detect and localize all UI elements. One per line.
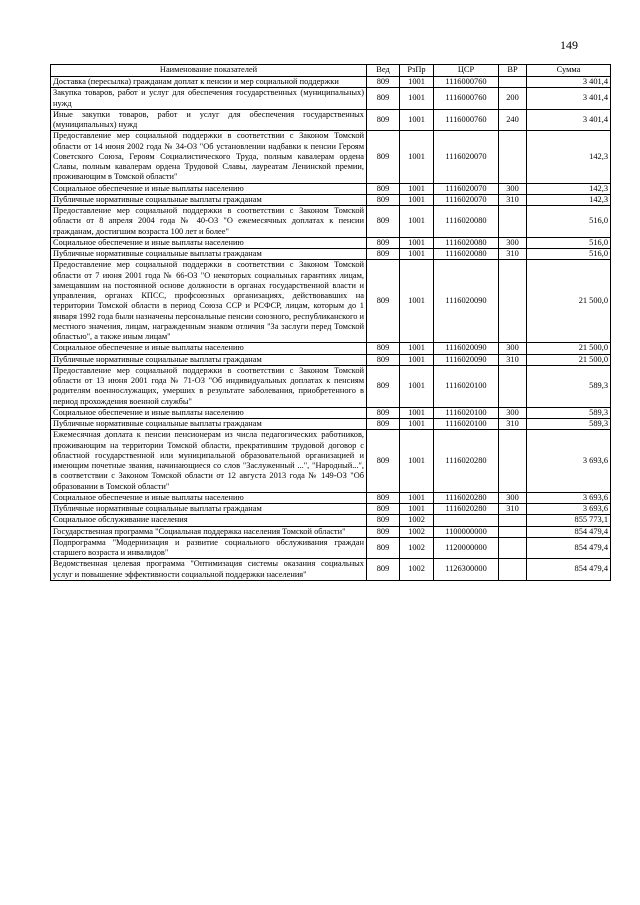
cell-sum: 589,3 (527, 407, 611, 418)
table-row (51, 419, 611, 430)
cell-name: Социальное обеспечение и иные выплаты населению (51, 343, 367, 354)
cell-csr: 1116020100 (434, 419, 499, 430)
cell-ved: 809 (367, 492, 400, 503)
table-row (51, 109, 611, 131)
cell-vr (499, 365, 527, 407)
cell-ved: 809 (367, 515, 400, 526)
cell-vr (499, 77, 527, 88)
cell-sum: 142,3 (527, 183, 611, 194)
cell-sum: 21 500,0 (527, 260, 611, 343)
cell-rzpr: 1001 (400, 419, 434, 430)
cell-rzpr: 1002 (400, 559, 434, 581)
cell-ved: 809 (367, 183, 400, 194)
cell-ved: 809 (367, 504, 400, 515)
cell-vr (499, 206, 527, 238)
cell-name: Предоставление мер социальной поддержки в соответствии с Законом Томской области от 13 июня 2001 года № 71-ОЗ "Об индивидуальных доплатах к пенсиям родителям военнослужащих, умерших в результате заболевания, приобретенного в период прохождения военной службы" (51, 365, 367, 407)
table-row (51, 492, 611, 503)
cell-name: Публичные нормативные социальные выплаты гражданам (51, 194, 367, 205)
budget-table (50, 64, 611, 581)
cell-csr: 1116020280 (434, 504, 499, 515)
table-row (51, 559, 611, 581)
header-ved: Вед (367, 65, 400, 77)
cell-ved: 809 (367, 131, 400, 183)
table-row (51, 504, 611, 515)
cell-csr: 1120000000 (434, 537, 499, 559)
cell-vr: 310 (499, 504, 527, 515)
cell-vr: 300 (499, 237, 527, 248)
cell-name: Публичные нормативные социальные выплаты гражданам (51, 419, 367, 430)
cell-name: Социальное обеспечение и иные выплаты населению (51, 237, 367, 248)
cell-vr: 310 (499, 354, 527, 365)
cell-ved: 809 (367, 430, 400, 493)
cell-rzpr: 1001 (400, 492, 434, 503)
cell-csr: 1116020280 (434, 492, 499, 503)
cell-rzpr: 1001 (400, 131, 434, 183)
cell-ved: 809 (367, 249, 400, 260)
cell-csr: 1116020080 (434, 206, 499, 238)
cell-rzpr: 1001 (400, 183, 434, 194)
cell-name: Закупка товаров, работ и услуг для обеспечения государственных (муниципальных) нужд (51, 88, 367, 110)
cell-vr (499, 515, 527, 526)
cell-rzpr: 1002 (400, 526, 434, 537)
cell-vr: 200 (499, 88, 527, 110)
cell-rzpr: 1001 (400, 343, 434, 354)
header-sum: Сумма (527, 65, 611, 77)
cell-name: Ежемесячная доплата к пенсии пенсионерам из числа педагогических работников, проживающим на территории Томской области, прекратившим трудовой договор с областной государственной или муниципальной образовательной организацией и имеющим почетные звания, начинающиеся со слов "Заслуженный ...", "Народный...", в соответствии с Законом Томской области от 12 августа 2013 года № 149-ОЗ "Об образовании в Томской области" (51, 430, 367, 493)
cell-csr: 1116020070 (434, 183, 499, 194)
cell-ved: 809 (367, 194, 400, 205)
table-row (51, 131, 611, 183)
cell-sum: 589,3 (527, 365, 611, 407)
cell-ved: 809 (367, 407, 400, 418)
cell-sum: 142,3 (527, 194, 611, 205)
cell-rzpr: 1001 (400, 88, 434, 110)
cell-name: Предоставление мер социальной поддержки в соответствии с Законом Томской области от 14 июня 2002 года № 34-ОЗ "Об установлении надбавки к пенсии Героям Советского Союза, Героям Социалистического Труда, полным кавалерам ордена Славы, полным кавалерам ордена Трудовой Славы, лауреатам Ленинской премии, проживающим в Томской области" (51, 131, 367, 183)
table-row (51, 183, 611, 194)
cell-csr: 1116020090 (434, 260, 499, 343)
cell-sum: 854 479,4 (527, 537, 611, 559)
table-row (51, 407, 611, 418)
cell-name: Ведомственная целевая программа "Оптимизация системы оказания социальных услуг и повышение эффективности социальной поддержки населения" (51, 559, 367, 581)
cell-ved: 809 (367, 559, 400, 581)
cell-ved: 809 (367, 77, 400, 88)
cell-vr (499, 537, 527, 559)
cell-ved: 809 (367, 537, 400, 559)
cell-sum: 516,0 (527, 249, 611, 260)
cell-name: Предоставление мер социальной поддержки в соответствии с Законом Томской области от 8 апреля 2004 года № 40-ОЗ "О ежемесячных доплатах к пенсии гражданам, достигшим возраста 100 лет и более" (51, 206, 367, 238)
cell-name: Социальное обеспечение и иные выплаты населению (51, 492, 367, 503)
cell-vr (499, 559, 527, 581)
cell-sum: 3 401,4 (527, 109, 611, 131)
cell-vr: 300 (499, 183, 527, 194)
cell-name: Публичные нормативные социальные выплаты гражданам (51, 504, 367, 515)
cell-name: Предоставление мер социальной поддержки в соответствии с Законом Томской области от 7 июня 2001 года № 66-ОЗ "О некоторых социальных гарантиях лицам, замещавшим на постоянной основе должности в органах государственной власти и управления, органах КПСС, профсоюзных организациях, действовавших на территории Томской области в период Союза ССР и РСФСР, лицам, которым до 1 января 1992 года были назначены персональные пенсии союзного, республиканского и местного значения, лицам, награжденным знаком отличия "За заслуги перед Томской областью", а также иным лицам" (51, 260, 367, 343)
cell-vr: 300 (499, 407, 527, 418)
cell-csr: 1116000760 (434, 88, 499, 110)
table-row (51, 526, 611, 537)
cell-rzpr: 1001 (400, 206, 434, 238)
cell-vr (499, 260, 527, 343)
cell-rzpr: 1001 (400, 194, 434, 205)
table-row (51, 354, 611, 365)
cell-sum: 3 693,6 (527, 504, 611, 515)
cell-ved: 809 (367, 109, 400, 131)
cell-rzpr: 1001 (400, 260, 434, 343)
cell-sum: 589,3 (527, 419, 611, 430)
cell-rzpr: 1001 (400, 407, 434, 418)
cell-ved: 809 (367, 354, 400, 365)
cell-name: Социальное обеспечение и иные выплаты населению (51, 183, 367, 194)
cell-sum: 3 693,6 (527, 492, 611, 503)
cell-csr (434, 515, 499, 526)
cell-ved: 809 (367, 419, 400, 430)
cell-ved: 809 (367, 206, 400, 238)
table-row (51, 343, 611, 354)
cell-rzpr: 1001 (400, 365, 434, 407)
cell-csr: 1116020100 (434, 407, 499, 418)
cell-sum: 21 500,0 (527, 343, 611, 354)
table-row (51, 515, 611, 526)
cell-ved: 809 (367, 237, 400, 248)
table-header-row (51, 65, 611, 77)
cell-name: Публичные нормативные социальные выплаты гражданам (51, 249, 367, 260)
cell-csr: 1116020100 (434, 365, 499, 407)
table-row (51, 430, 611, 493)
cell-vr: 240 (499, 109, 527, 131)
cell-vr (499, 526, 527, 537)
cell-name: Подпрограмма "Модернизация и развитие социального обслуживания граждан старшего возраста и инвалидов" (51, 537, 367, 559)
page-number: 149 (560, 38, 578, 52)
cell-csr: 1116020090 (434, 343, 499, 354)
cell-sum: 854 479,4 (527, 526, 611, 537)
cell-csr: 1116000760 (434, 109, 499, 131)
cell-csr: 1116020090 (434, 354, 499, 365)
cell-rzpr: 1001 (400, 249, 434, 260)
cell-vr (499, 430, 527, 493)
cell-rzpr: 1002 (400, 537, 434, 559)
cell-rzpr: 1001 (400, 109, 434, 131)
header-vr: ВР (499, 65, 527, 77)
cell-sum: 142,3 (527, 131, 611, 183)
cell-csr: 1100000000 (434, 526, 499, 537)
cell-name: Иные закупки товаров, работ и услуг для обеспечения государственных (муниципальных) нужд (51, 109, 367, 131)
cell-name: Государственная программа "Социальная поддержка населения Томской области" (51, 526, 367, 537)
cell-sum: 3 693,6 (527, 430, 611, 493)
cell-ved: 809 (367, 343, 400, 354)
cell-vr: 310 (499, 249, 527, 260)
cell-rzpr: 1001 (400, 504, 434, 515)
table-row (51, 537, 611, 559)
header-name: Наименование показателей (51, 65, 367, 77)
cell-csr: 1116020080 (434, 237, 499, 248)
cell-sum: 516,0 (527, 206, 611, 238)
table-row (51, 88, 611, 110)
table-row (51, 77, 611, 88)
cell-vr (499, 131, 527, 183)
cell-rzpr: 1001 (400, 354, 434, 365)
header-rzpr: РзПр (400, 65, 434, 77)
cell-sum: 3 401,4 (527, 88, 611, 110)
table-row (51, 260, 611, 343)
cell-csr: 1116020070 (434, 194, 499, 205)
cell-csr: 1116020080 (434, 249, 499, 260)
cell-vr: 300 (499, 343, 527, 354)
table-row (51, 237, 611, 248)
cell-name: Доставка (пересылка) гражданам доплат к пенсии и мер социальной поддержки (51, 77, 367, 88)
cell-sum: 854 479,4 (527, 559, 611, 581)
table-row (51, 365, 611, 407)
table-row (51, 194, 611, 205)
cell-ved: 809 (367, 365, 400, 407)
cell-csr: 1116020070 (434, 131, 499, 183)
cell-name: Социальное обеспечение и иные выплаты населению (51, 407, 367, 418)
cell-name: Публичные нормативные социальные выплаты гражданам (51, 354, 367, 365)
table-row (51, 206, 611, 238)
cell-sum: 855 773,1 (527, 515, 611, 526)
cell-ved: 809 (367, 260, 400, 343)
cell-rzpr: 1001 (400, 237, 434, 248)
cell-sum: 3 401,4 (527, 77, 611, 88)
header-csr: ЦСР (434, 65, 499, 77)
cell-sum: 516,0 (527, 237, 611, 248)
cell-vr: 310 (499, 194, 527, 205)
cell-csr: 1116000760 (434, 77, 499, 88)
cell-sum: 21 500,0 (527, 354, 611, 365)
cell-ved: 809 (367, 88, 400, 110)
cell-vr: 300 (499, 492, 527, 503)
cell-rzpr: 1002 (400, 515, 434, 526)
cell-name: Социальное обслуживание населения (51, 515, 367, 526)
cell-csr: 1116020280 (434, 430, 499, 493)
cell-rzpr: 1001 (400, 430, 434, 493)
table-row (51, 249, 611, 260)
cell-ved: 809 (367, 526, 400, 537)
cell-vr: 310 (499, 419, 527, 430)
cell-rzpr: 1001 (400, 77, 434, 88)
cell-csr: 1126300000 (434, 559, 499, 581)
